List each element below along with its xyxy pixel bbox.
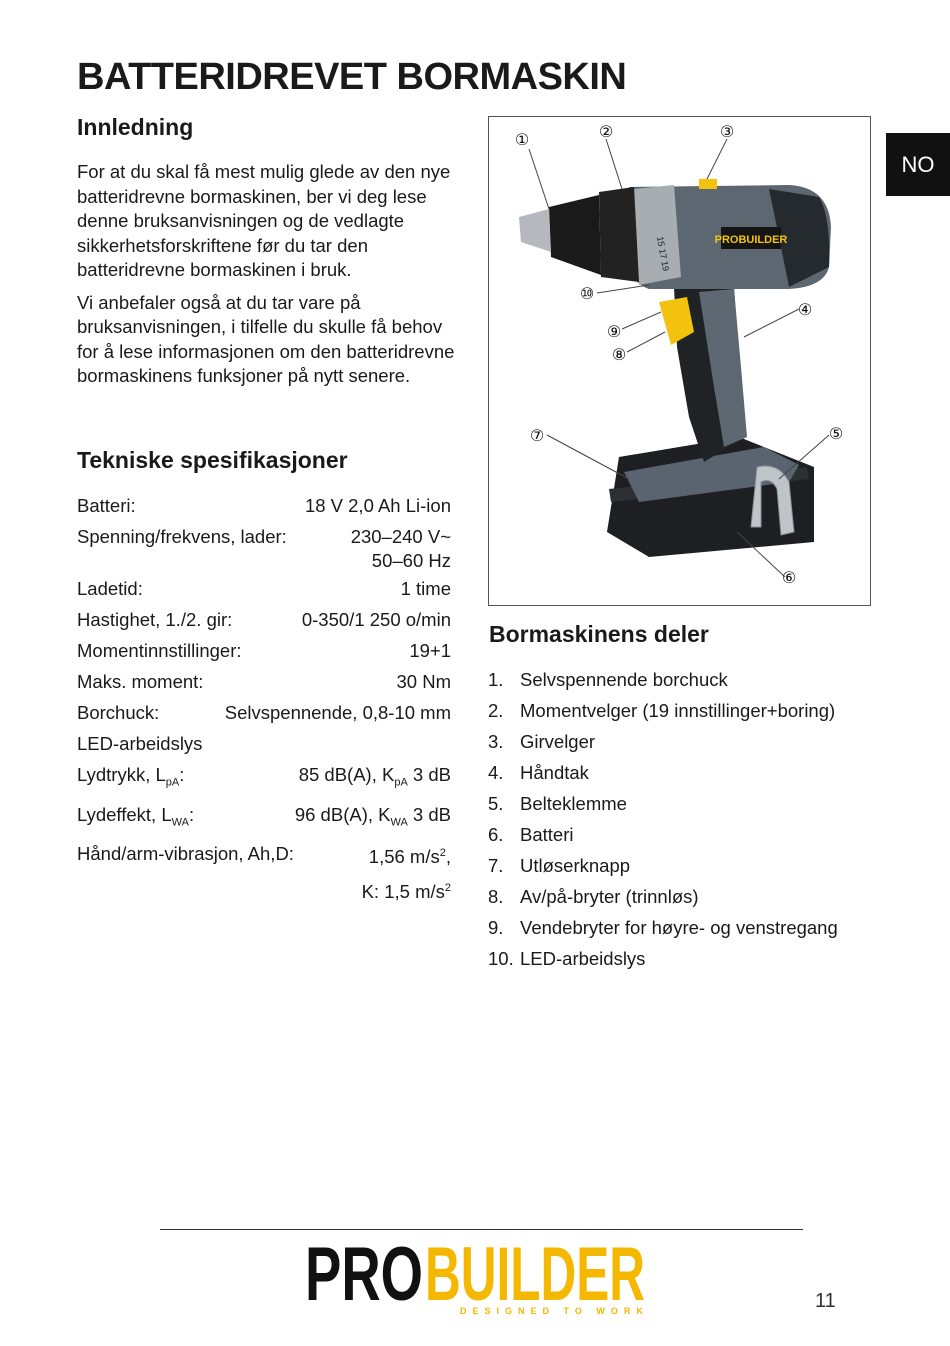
drill-illustration — [489, 117, 870, 605]
specs-table — [77, 490, 451, 907]
callout-8: ⑧ — [611, 345, 627, 364]
part-number: 4. — [488, 762, 504, 783]
list-item — [488, 850, 888, 881]
spec-label: Batteri: — [77, 495, 136, 516]
page-number: 11 — [815, 1290, 836, 1312]
callout-6: ⑥ — [781, 568, 797, 587]
spec-value-end: , — [445, 846, 451, 868]
spec-label-sub: pA — [165, 776, 180, 789]
part-number: 6. — [488, 824, 504, 845]
list-item — [488, 757, 888, 788]
callout-9: ⑨ — [606, 322, 622, 341]
spec-value-text: K: 1,5 m/s — [361, 880, 445, 902]
spec-label: Maks. moment: — [77, 671, 204, 692]
spec-label: Lydtrykk, $L_{pA}$: — [77, 764, 185, 789]
list-item — [488, 726, 888, 757]
probuilder-logo — [305, 1232, 650, 1318]
drill-figure — [488, 116, 871, 606]
spec-value-line: 230–240 V~ — [350, 526, 451, 547]
spec-value — [295, 799, 451, 839]
intro-paragraph: Vi anbefaler også at du tar vare på bruksanvisningen, i tilfelle du skulle få behov for å lese informasjonen om den batteridrevne bormaskinens funksjoner på nytt senere. — [77, 291, 455, 386]
spec-value-end: 3 dB — [407, 803, 451, 825]
spec-label: Borchuck: — [77, 702, 160, 723]
part-number: 10. — [488, 948, 514, 969]
spec-value-sup: 2 — [444, 881, 451, 894]
part-label: LED-arbeidslys — [520, 948, 646, 969]
list-item — [488, 912, 888, 943]
callout-2: ② — [598, 122, 614, 141]
logo-builder: BUILDER — [425, 1232, 645, 1317]
spec-value-text: 85 dB(A), K — [298, 764, 395, 785]
callout-3: ③ — [719, 122, 735, 141]
spec-label: Spenning/frekvens, lader: — [77, 526, 287, 547]
spec-row-vibrasjon — [77, 838, 451, 906]
spec-label: Ladetid: — [77, 578, 143, 599]
spec-label: Lydeffekt, $L_{WA}$: — [77, 803, 195, 829]
spec-row — [77, 666, 451, 697]
intro-paragraph: For at du skal få mest mulig glede av den nye batteridrevne bormaskinen, ber vi deg lese denne bruksanvisningen og de vedlagte sikkerhetsforskriftene før du tar den batteridrevne bormaskinen i bruk. — [77, 161, 451, 280]
spec-value-sup: 2 — [439, 847, 446, 860]
spec-value — [362, 838, 451, 906]
spec-value-text: 1,56 m/s — [368, 846, 440, 868]
spec-row-lydeffekt — [77, 799, 451, 839]
spec-label-text: Lydeffekt, L — [77, 803, 172, 825]
torque-dial-numbers: 15 17 19 — [655, 235, 671, 272]
spec-row — [77, 604, 451, 635]
part-number: 2. — [488, 700, 504, 721]
spec-value-line: 50–60 Hz — [371, 550, 451, 571]
part-label: Utløserknapp — [520, 855, 631, 876]
spec-row-lydtrykk — [77, 759, 451, 799]
part-number: 8. — [488, 886, 504, 907]
spec-label-sub: WA — [171, 816, 189, 829]
callout-5: ⑤ — [828, 424, 844, 443]
spec-value: 18 V 2,0 Ah Li-ion — [304, 495, 451, 516]
language-tab: NO — [886, 133, 950, 196]
spec-value — [299, 759, 451, 799]
spec-label: LED-arbeidslys — [77, 733, 203, 754]
spec-row — [77, 573, 451, 604]
spec-label: Hastighet, 1./2. gir: — [77, 609, 233, 630]
specs-heading: Tekniske spesifikasjoner — [77, 447, 348, 473]
spec-value: 19+1 — [409, 640, 451, 661]
part-label: Selvspennende borchuck — [520, 669, 728, 690]
page-title: BATTERIDREVET BORMASKIN — [77, 56, 627, 98]
spec-label-text: Lydtrykk, L — [77, 764, 166, 785]
part-label: Batteri — [520, 824, 574, 845]
part-label: Av/på-bryter (trinnløs) — [520, 886, 699, 907]
callout-1: ① — [514, 130, 530, 149]
part-label: Girvelger — [520, 731, 596, 752]
part-label: Momentvelger (19 innstillinger+boring) — [520, 700, 836, 721]
list-item — [488, 819, 888, 850]
list-item — [488, 788, 888, 819]
spec-value-sub: WA — [390, 816, 408, 829]
logo-tagline: DESIGNED TO WORK — [460, 1306, 649, 1316]
part-number: 7. — [488, 855, 504, 876]
spec-row — [77, 490, 451, 521]
logo-pro: PRO — [305, 1232, 423, 1317]
intro-text — [77, 160, 467, 397]
part-label: Vendebryter for høyre- og venstregang — [520, 917, 838, 938]
callout-10: ⑩ — [579, 284, 595, 303]
spec-label: Momentinnstillinger: — [77, 640, 242, 661]
part-number: 9. — [488, 917, 504, 938]
spec-value-text: 96 dB(A), K — [294, 803, 391, 825]
part-number: 1. — [488, 669, 504, 690]
spec-value: 30 Nm — [396, 671, 451, 692]
list-item — [488, 943, 888, 974]
intro-heading: Innledning — [77, 114, 194, 140]
spec-row — [77, 697, 451, 728]
part-label: Håndtak — [520, 762, 589, 783]
list-item — [488, 664, 888, 695]
part-number: 5. — [488, 793, 504, 814]
list-item — [488, 881, 888, 912]
spec-row — [77, 728, 451, 759]
part-number: 3. — [488, 731, 504, 752]
part-label: Belteklemme — [520, 793, 627, 814]
spec-value: 0-350/1 250 o/min — [301, 609, 451, 630]
callout-7: ⑦ — [529, 426, 545, 445]
spec-value: Selvspennende, 0,8-10 mm — [224, 702, 451, 723]
parts-heading: Bormaskinens deler — [489, 621, 709, 647]
footer-divider — [160, 1229, 803, 1230]
spec-value-sub: pA — [394, 776, 408, 789]
spec-value: 1 time — [400, 578, 451, 599]
spec-value — [351, 521, 451, 573]
spec-row — [77, 521, 451, 573]
spec-label: Hånd/arm-vibrasjon, Ah,D: — [77, 843, 294, 865]
callout-4: ④ — [797, 300, 813, 319]
spec-value-end: 3 dB — [407, 764, 451, 785]
spec-row — [77, 635, 451, 666]
parts-list — [488, 664, 888, 974]
drill-brand-label: PROBUILDER — [714, 234, 788, 246]
list-item — [488, 695, 888, 726]
